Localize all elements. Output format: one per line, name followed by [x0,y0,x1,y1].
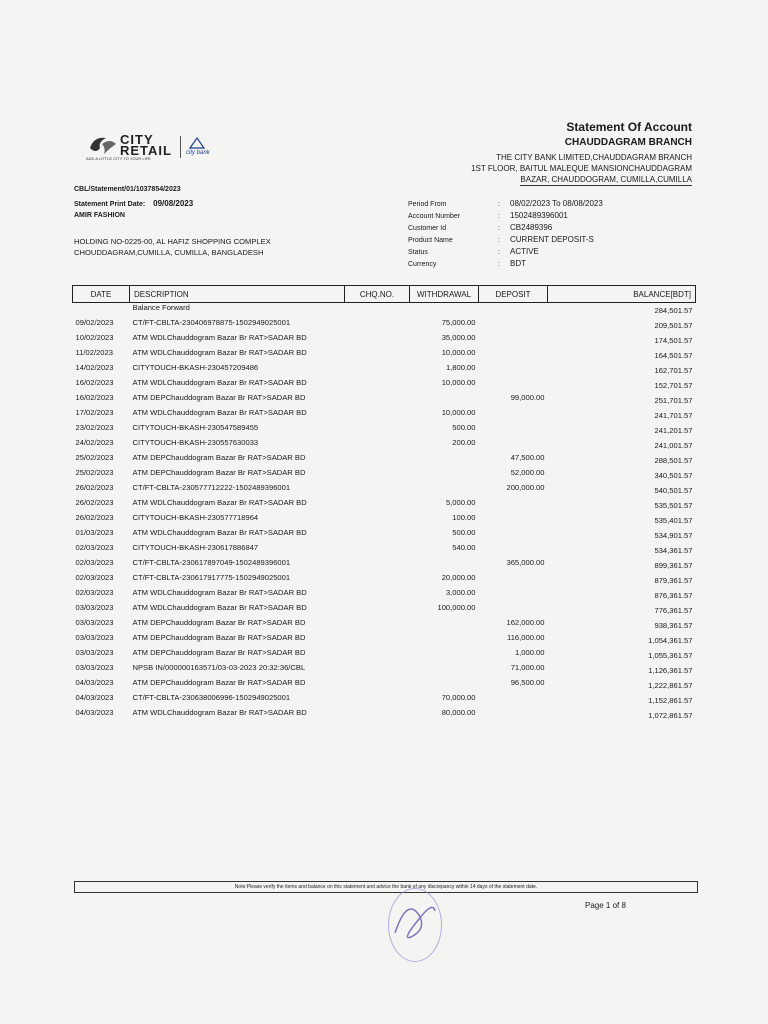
cell-date: 26/02/2023 [75,483,114,492]
cell-chq [345,423,410,438]
cell-withdrawal [410,393,479,408]
cell-deposit: 99,000.00 [510,393,545,402]
cell-chq [345,438,410,453]
table-row [73,318,696,333]
cell-description: ATM DEPChauddogram Bazar Br RAT>SADAR BD [132,648,306,657]
table-row [73,618,696,633]
cell-chq [345,543,410,558]
table-row [73,498,696,513]
table-row [73,573,696,588]
cell-deposit [479,573,548,588]
cell-date: 11/02/2023 [75,348,113,357]
cell-balance: 534,361.57 [654,546,693,555]
detail-row: Customer Id : CB2489396 [408,223,553,232]
cell-description: ATM WDLChauddogram Bazar Br RAT>SADAR BD [132,348,307,357]
cell-date: 03/03/2023 [75,663,114,672]
detail-row: Product Name : CURRENT DEPOSIT-S [408,235,594,244]
cell-date: 03/03/2023 [75,618,114,627]
cell-description: CT/FT-CBLTA-230406978875-1502949025001 [132,318,291,327]
statement-ref: CBL/Statement/01/1037854/2023 [74,186,181,193]
cell-withdrawal: 3,000.00 [445,588,476,597]
cell-chq [345,573,410,588]
cell-chq [345,558,410,573]
table-row [73,543,696,558]
cell-date: 04/03/2023 [75,708,114,717]
cell-description: ATM WDLChauddogram Bazar Br RAT>SADAR BD [132,498,307,507]
cell-deposit [479,333,548,348]
address-line-1: THE CITY BANK LIMITED,CHAUDDAGRAM BRANCH [496,153,692,162]
cell-deposit [479,423,548,438]
cell-balance: 1,126,361.57 [648,666,693,675]
table-row [73,423,696,438]
cell-description: NPSB IN/000000163571/03-03-2023 20:32:36/CBL [132,663,306,672]
statement-header [471,120,692,186]
logo-divider [180,136,181,158]
account-details [408,198,603,270]
cell-withdrawal: 10,000.00 [441,378,476,387]
table-row [73,453,696,468]
cell-description: Balance Forward [132,303,190,312]
cell-withdrawal [410,558,479,573]
cell-withdrawal: 70,000.00 [441,693,476,702]
cell-description: CITYTOUCH-BKASH-230577718964 [132,513,259,522]
cell-withdrawal: 100.00 [452,513,476,522]
table-row [73,558,696,573]
cell-withdrawal: 1,800.00 [445,363,476,372]
cell-description: CITYTOUCH-BKASH-230457209486 [132,363,259,372]
cell-withdrawal: 20,000.00 [441,573,476,582]
print-date-value: 09/08/2023 [153,199,194,208]
cell-withdrawal: 75,000.00 [441,318,476,327]
logo-city: CITY [120,132,154,147]
cell-chq [345,453,410,468]
cell-description: ATM DEPChauddogram Bazar Br RAT>SADAR BD [132,453,306,462]
cell-withdrawal [410,453,479,468]
cell-deposit: 1,000.00 [514,648,545,657]
table-row [73,528,696,543]
cell-description: CT/FT-CBLTA-230638006996-1502949025001 [132,693,291,702]
cell-withdrawal [410,468,479,483]
table-row [73,393,696,408]
cell-balance: 1,054,361.57 [648,636,693,645]
cell-balance: 1,055,361.57 [648,651,693,660]
cell-chq [345,528,410,543]
cell-date: 23/02/2023 [75,423,114,432]
cell-description: ATM DEPChauddogram Bazar Br RAT>SADAR BD [132,468,306,477]
cell-deposit [479,303,548,319]
table-row [73,648,696,663]
cell-deposit: 116,000.00 [507,633,545,642]
table-row [73,693,696,708]
cell-deposit [479,363,548,378]
cell-chq [345,303,410,319]
cell-date: 09/02/2023 [75,318,114,327]
detail-row: Account Number : 1502489396001 [408,211,568,220]
cell-balance: 876,361.57 [654,591,693,600]
cell-balance: 1,222,861.57 [648,681,693,690]
statement-note: Note:Please verify the items and balance on this statement and advice the bank of any discrepancy within 14 days of the statement date. [74,881,698,893]
col-balance: BALANCE[BDT] [548,286,696,303]
cell-balance: 241,201.57 [654,426,693,435]
cell-chq [345,483,410,498]
cell-date: 03/03/2023 [75,633,114,642]
signature-scribble-icon [389,889,441,961]
cell-withdrawal: 35,000.00 [441,333,476,342]
branch-name: CHAUDDAGRAM BRANCH [564,137,692,148]
cell-date: 02/03/2023 [75,543,114,552]
cell-date: 02/03/2023 [75,573,114,582]
table-row [73,348,696,363]
cell-deposit [479,543,548,558]
transactions-body [73,303,696,724]
cell-description: ATM DEPChauddogram Bazar Br RAT>SADAR BD [132,618,306,627]
cell-chq [345,348,410,363]
cell-balance: 340,501.57 [654,471,693,480]
cell-balance: 1,072,861.57 [648,711,693,720]
cell-deposit [479,348,548,363]
cell-deposit: 96,500.00 [510,678,545,687]
cell-description: CITYTOUCH-BKASH-230557630033 [132,438,259,447]
cell-chq [345,333,410,348]
cell-deposit [479,708,548,723]
cell-withdrawal: 200.00 [452,438,476,447]
logo-brand: city bank [186,150,210,156]
cell-description: CT/FT-CBLTA-230617897049-1502489396001 [132,558,291,567]
address-line-2: 1ST FLOOR, BAITUL MALEQUE MANSIONCHAUDDAGRAM [471,164,692,173]
table-row [73,633,696,648]
cell-chq [345,678,410,693]
cell-chq [345,693,410,708]
cell-balance: 241,701.57 [654,411,693,420]
table-row [73,378,696,393]
cell-description: ATM WDLChauddogram Bazar Br RAT>SADAR BD [132,708,307,717]
cell-deposit [479,498,548,513]
city-logo-icon [86,134,118,156]
cell-deposit: 200,000.00 [506,483,545,492]
col-chq: CHQ.NO. [345,286,410,303]
cell-description: CT/FT-CBLTA-230577712222-1502489396001 [132,483,291,492]
cell-date: 16/02/2023 [75,393,114,402]
cell-chq [345,408,410,423]
holder-address-line-2: CHOUDDAGRAM,CUMILLA, CUMILLA, BANGLADESH [74,248,264,257]
logo-retail: RETAIL [120,143,172,158]
cell-withdrawal: 80,000.00 [441,708,476,717]
table-row [73,303,696,319]
cell-chq [345,603,410,618]
logo-tagline: ADD A LITTLE CITY TO YOUR LIFE [86,156,151,161]
cell-date: 17/02/2023 [75,408,114,417]
page-number: Page 1 of 8 [585,901,626,910]
account-holder: AMIR FASHION [74,212,125,219]
cell-chq [345,363,410,378]
cell-balance: 174,501.57 [654,336,693,345]
cell-chq [345,498,410,513]
transactions-table [72,285,696,723]
cell-chq [345,648,410,663]
cell-description: ATM WDLChauddogram Bazar Br RAT>SADAR BD [132,378,307,387]
cell-deposit [479,513,548,528]
cell-balance: 776,361.57 [654,606,693,615]
cell-withdrawal: 10,000.00 [441,408,476,417]
page-title: Statement Of Account [566,120,692,134]
cell-balance: 540,501.57 [654,486,693,495]
cell-chq [345,633,410,648]
cell-balance: 879,361.57 [654,576,693,585]
cell-deposit [479,693,548,708]
cell-balance: 209,501.57 [654,321,693,330]
cell-chq [345,708,410,723]
cell-description: CITYTOUCH-BKASH-230617886847 [132,543,259,552]
cell-description: ATM DEPChauddogram Bazar Br RAT>SADAR BD [132,678,306,687]
cell-date: 04/03/2023 [75,693,114,702]
holder-address [74,236,271,258]
cell-date: 02/03/2023 [75,588,114,597]
cell-withdrawal: 100,000.00 [437,603,476,612]
cell-withdrawal [410,663,479,678]
table-row [73,468,696,483]
cell-description: ATM WDLChauddogram Bazar Br RAT>SADAR BD [132,528,307,537]
table-row [73,333,696,348]
table-row [73,678,696,693]
address-line-3: BAZAR, CHAUDDOGRAM, CUMILLA,CUMILLA [520,175,692,184]
cell-description: ATM WDLChauddogram Bazar Br RAT>SADAR BD [132,333,307,342]
print-date-row [74,199,193,208]
cell-description: CT/FT-CBLTA-230617917775-1502949025001 [132,573,291,582]
col-deposit: DEPOSIT [479,286,548,303]
table-row [73,708,696,723]
cell-description: ATM DEPChauddogram Bazar Br RAT>SADAR BD [132,633,306,642]
branch-address [471,152,692,186]
cell-withdrawal [410,648,479,663]
cell-withdrawal: 540.00 [452,543,476,552]
table-row [73,588,696,603]
cell-balance: 164,501.57 [654,351,693,360]
cell-balance: 899,361.57 [654,561,693,570]
cell-date: 16/02/2023 [75,378,114,387]
cell-deposit [479,603,548,618]
cell-description: ATM WDLChauddogram Bazar Br RAT>SADAR BD [132,408,307,417]
cell-deposit [479,318,548,333]
cell-balance: 152,701.57 [654,381,693,390]
cell-chq [345,618,410,633]
city-bank-icon [188,136,206,150]
cell-balance: 938,361.57 [654,621,693,630]
cell-balance: 251,701.57 [654,396,693,405]
cell-chq [345,378,410,393]
cell-date: 25/02/2023 [75,468,114,477]
cell-withdrawal [410,303,479,319]
table-row [73,603,696,618]
detail-row: Period From : 08/02/2023 To 08/08/2023 [408,199,603,208]
table-row [73,408,696,423]
cell-withdrawal: 5,000.00 [445,498,476,507]
cell-deposit [479,528,548,543]
cell-date: 25/02/2023 [75,453,114,462]
holder-address-line-1: HOLDING NO-0225-00, AL HAFIZ SHOPPING COMPLEX [74,237,271,246]
table-row [73,663,696,678]
cell-withdrawal [410,678,479,693]
cell-chq [345,513,410,528]
cell-date: 24/02/2023 [75,438,114,447]
cell-deposit [479,588,548,603]
cell-description: ATM WDLChauddogram Bazar Br RAT>SADAR BD [132,603,307,612]
cell-balance: 535,501.57 [654,501,693,510]
cell-balance: 534,901.57 [654,531,693,540]
cell-withdrawal [410,483,479,498]
cell-date: 26/02/2023 [75,498,114,507]
cell-date: 01/03/2023 [75,528,114,537]
cell-balance: 535,401.57 [654,516,693,525]
cell-date [73,303,130,319]
table-row [73,513,696,528]
table-row [73,438,696,453]
table-row [73,363,696,378]
cell-description: ATM WDLChauddogram Bazar Br RAT>SADAR BD [132,588,307,597]
cell-date: 10/02/2023 [75,333,114,342]
cell-balance: 284,501.57 [654,306,693,315]
cell-withdrawal: 10,000.00 [441,348,476,357]
cell-deposit: 365,000.00 [506,558,545,567]
cell-deposit [479,408,548,423]
col-description: DESCRIPTION [130,286,345,303]
cell-chq [345,468,410,483]
print-date-label: Statement Print Date: [74,201,146,208]
cell-deposit: 162,000.00 [506,618,545,627]
cell-withdrawal: 500.00 [452,423,476,432]
cell-date: 26/02/2023 [75,513,114,522]
col-date: DATE [73,286,130,303]
cell-description: ATM DEPChauddogram Bazar Br RAT>SADAR BD [132,393,306,402]
cell-date: 03/03/2023 [75,603,114,612]
cell-deposit [479,438,548,453]
cell-chq [345,318,410,333]
cell-chq [345,588,410,603]
col-withdrawal: WITHDRAWAL [410,286,479,303]
cell-withdrawal [410,633,479,648]
cell-withdrawal: 500.00 [452,528,476,537]
cell-balance: 1,152,861.57 [648,696,693,705]
cell-description: CITYTOUCH-BKASH-230547589455 [132,423,259,432]
detail-row: Currency : BDT [408,259,526,268]
cell-date: 14/02/2023 [75,363,114,372]
cell-chq [345,393,410,408]
cell-deposit: 52,000.00 [510,468,545,477]
cell-withdrawal [410,618,479,633]
cell-deposit [479,378,548,393]
cell-balance: 241,001.57 [654,441,693,450]
bank-logo [86,134,236,164]
cell-date: 02/03/2023 [75,558,114,567]
cell-deposit: 47,500.00 [510,453,545,462]
cell-balance: 162,701.57 [654,366,693,375]
cell-date: 03/03/2023 [75,648,114,657]
table-header-row [73,286,696,303]
cell-deposit: 71,000.00 [510,663,545,672]
table-row [73,483,696,498]
cell-chq [345,663,410,678]
cell-date: 04/03/2023 [75,678,114,687]
detail-row: Status : ACTIVE [408,247,539,256]
cell-balance: 288,501.57 [654,456,693,465]
signature-stamp [388,888,442,962]
